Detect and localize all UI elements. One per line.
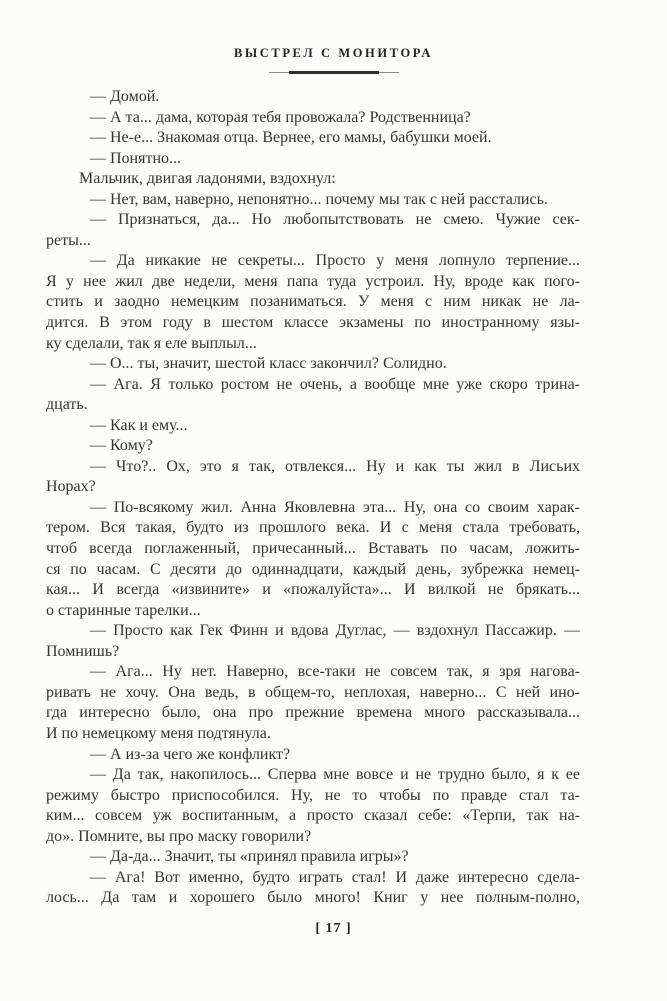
paragraph xyxy=(46,87,580,108)
text-line: ривать не хочу. Она ведь, в общем-то, неплохая, наверно... С ней ино- xyxy=(46,683,580,701)
paragraph xyxy=(46,169,580,190)
text-line: до». Помните, вы про маску говорили? xyxy=(46,827,312,845)
paragraph xyxy=(46,662,580,744)
paragraph xyxy=(46,416,580,437)
paragraph xyxy=(46,498,580,621)
page-body xyxy=(46,87,580,909)
text-line: ким... совсем уж воспитанным, а просто сказал себе: «Терпи, так на- xyxy=(46,807,580,825)
paragraph xyxy=(46,251,580,354)
text-line: — Признаться, да... Но любопытствовать не смею. Чужие сек- xyxy=(90,211,580,229)
paragraph xyxy=(46,128,580,149)
text-line: лось... Да там и хорошего было много! Книг у нее полным-полно, xyxy=(46,889,580,907)
text-line: — Как и ему... xyxy=(90,416,188,434)
text-line: — По-всякому жил. Анна Яковлевна эта... Ну, она со своим харак- xyxy=(90,498,580,516)
text-line: — Просто как Гек Финн и вдова Дуглас, — вздохнул Пассажир. — xyxy=(90,622,580,640)
running-head-title: ВЫСТРЕЛ С МОНИТОРА xyxy=(233,46,434,60)
text-line: — О... ты, значит, шестой класс закончил? Солидно. xyxy=(90,355,447,373)
paragraph xyxy=(46,149,580,170)
paragraph xyxy=(46,354,580,375)
text-line: — Ага... Ну нет. Наверно, все-таки не совсем так, я зря нагова- xyxy=(90,663,580,681)
text-line: Помнишь? xyxy=(46,642,120,660)
paragraph xyxy=(46,621,580,662)
text-line: Норах? xyxy=(46,478,96,496)
text-line: И по немецкому меня подтянула. xyxy=(46,724,271,742)
paragraph xyxy=(46,190,580,211)
text-line: режиму быстро приспособился. Ну, не то чтобы по правде стал та- xyxy=(46,786,580,804)
text-line: — Да-да... Значит, ты «принял правила игры»? xyxy=(90,848,409,866)
paragraph xyxy=(46,847,580,868)
text-line: Мальчик, двигая ладонями, вздохнул: xyxy=(79,170,336,188)
text-line: ку сделали, так я еле выплыл... xyxy=(46,334,257,352)
text-line: — А из-за чего же конфликт? xyxy=(90,745,291,763)
text-line: — Не-е... Знакомая отца. Вернее, его мамы, бабушки моей. xyxy=(90,129,492,147)
text-line: — Ага. Я только ростом не очень, а вообще мне уже скоро трина- xyxy=(90,375,580,393)
paragraph xyxy=(46,210,580,251)
text-line: — Кому? xyxy=(90,437,153,455)
text-line: ся по часам. С десяти до одиннадцати, каждый день, зубрежка немец- xyxy=(46,560,580,578)
header-divider-ornament xyxy=(269,71,399,74)
page-number: [ 17 ] xyxy=(315,921,352,936)
text-line: о старинные тарелки... xyxy=(46,601,201,619)
divider-thick-rule xyxy=(289,71,379,74)
paragraph xyxy=(46,108,580,129)
text-line: дится. В этом году в шестом классе экзамены по иностранному язы- xyxy=(46,314,580,332)
text-line: стить и заодно немецким позаниматься. У меня с ним никак не ла- xyxy=(46,293,580,311)
paragraph xyxy=(46,868,580,909)
text-line: — Да никакие не секреты... Просто у меня лопнуло терпение... xyxy=(90,252,580,270)
text-line: Я у нее жил две недели, меня папа туда устроил. Ну, вроде как пого- xyxy=(46,272,580,290)
text-line: — Что?.. Ох, это я так, отвлекся... Ну и как ты жил в Лисьих xyxy=(90,457,580,475)
paragraph xyxy=(46,375,580,416)
text-line: — Домой. xyxy=(90,88,160,105)
text-line: — Ага! Вот именно, будто играть стал! И даже интересно сдела- xyxy=(90,868,580,886)
text-line: гда интересно было, она про прежние времена много рассказывала... xyxy=(46,704,580,722)
paragraph xyxy=(46,745,580,766)
text-line: — Да так, накопилось... Сперва мне вовсе и не трудно было, я к ее xyxy=(90,766,580,784)
text-line: дцать. xyxy=(46,396,88,414)
paragraph xyxy=(46,436,580,457)
text-line: тером. Вся такая, будто из прошлого века. И с меня стала требовать, xyxy=(46,519,580,537)
text-line: чтоб всегда поглаженный, причесанный... Вставать по часам, ложить- xyxy=(46,540,580,558)
text-line: реты... xyxy=(46,231,91,249)
text-line: — Нет, вам, наверно, непонятно... почему мы так с ней расстались. xyxy=(90,190,548,208)
paragraph xyxy=(46,765,580,847)
paragraph xyxy=(46,457,580,498)
text-line: — Понятно... xyxy=(90,149,182,167)
text-line: кая... И всегда «извините» и «пожалуйста»... И вилкой не брякать... xyxy=(46,581,580,599)
text-line: — А та... дама, которая тебя провожала? Родственница? xyxy=(90,108,471,126)
